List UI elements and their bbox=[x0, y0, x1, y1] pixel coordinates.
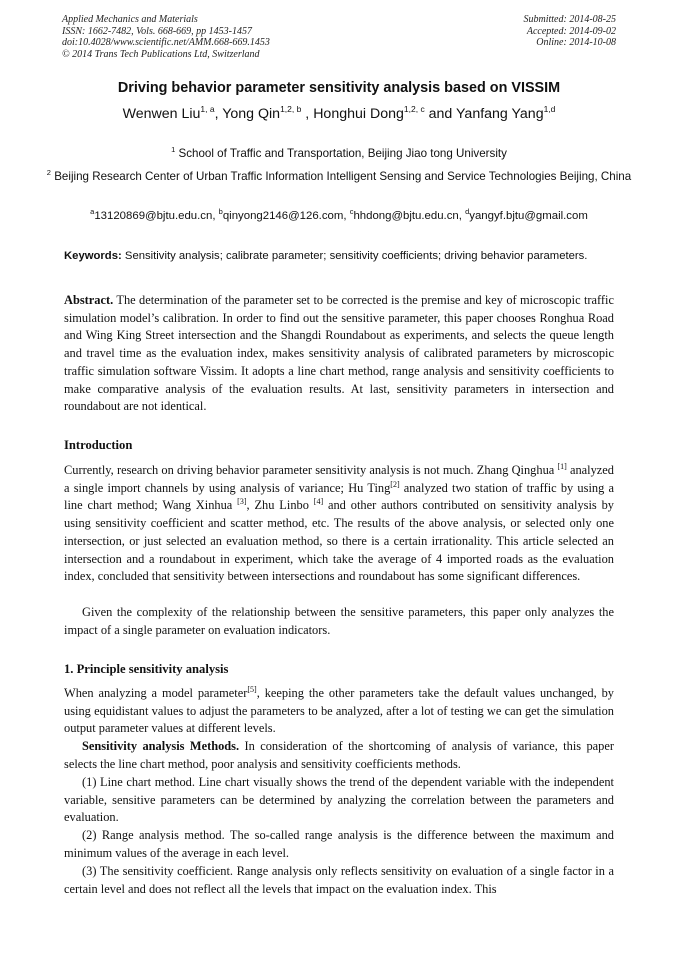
issn: ISSN: 1662-7482, Vols. 668-669, pp 1453-1457 bbox=[62, 25, 252, 37]
paragraph-text: , keeping the other parameters take the default values unchanged, by using equidistant values to adjust the parameters to be analyzed, after a lot of testing we can get the simulation output parameter values at different levels. bbox=[64, 686, 615, 736]
citation-ref[interactable]: [2] bbox=[390, 479, 400, 489]
paragraph-text: and other authors contributed on sensitivity analysis by using sensitivity coefficient and scatter method, etc. The results of the above analysis, or selected only one intersection, or just selected an evaluation method, so there is a certain irrationality. This article selected an intersection and a roundabout in experiment, which take the average of 4 imported roads as the evaluation index, concluded that sensitivity between intersections and roundabout has some significant differences. bbox=[64, 498, 614, 584]
author-name: Wenwen Liu bbox=[122, 106, 201, 122]
abstract-text: The determination of the parameter set to be corrected is the premise and key of microscopic traffic simulation model’s calibration. In order to find out the sensitive parameter, this paper chooses Ronghua Road and Wing King Street intersection and the Shangdi Roundabout as experiments, and selects the queue length and travel time as the evaluation index, makes sensitivity analysis of calibrated parameters by microscopic traffic simulation software Vissim. It adopts a line chart method, range analysis and sensitivity coefficients to make comparative analysis of the evaluation results. At last, sensitivity parameters in intersection and roundabout are not identical. bbox=[64, 293, 614, 414]
author-separator: , bbox=[301, 106, 314, 122]
abstract bbox=[64, 292, 614, 416]
introduction-heading: Introduction bbox=[64, 438, 133, 452]
author-affiliation-mark: 1,d bbox=[543, 104, 556, 114]
email-list bbox=[40, 207, 638, 222]
subsection-label: Sensitivity analysis Methods. bbox=[82, 739, 240, 753]
email-mark: c bbox=[349, 207, 354, 216]
journal-name: Applied Mechanics and Materials bbox=[62, 14, 198, 25]
email-separator: , bbox=[458, 210, 466, 222]
author-separator: and bbox=[424, 106, 457, 122]
introduction-paragraph bbox=[64, 462, 614, 586]
author-name: Yong Qin bbox=[222, 106, 281, 122]
submitted-date: Submitted: 2014-08-25 bbox=[523, 14, 616, 25]
section-paragraph bbox=[64, 685, 614, 738]
email-address[interactable]: qinyong2146@126.com bbox=[222, 210, 344, 222]
online-date: Online: 2014-10-08 bbox=[536, 37, 616, 48]
email-mark: d bbox=[465, 207, 470, 216]
doi: doi:10.4028/www.scientific.net/AMM.668-669.1453 bbox=[62, 37, 270, 48]
author-name: Honghui Dong bbox=[313, 106, 404, 122]
paragraph-text: analyzed a single import channels by using analysis of variance; Hu Ting bbox=[64, 463, 614, 495]
author-affiliation-mark: 1, a bbox=[200, 104, 215, 114]
affiliation bbox=[40, 168, 638, 185]
affiliation-mark: 2 bbox=[46, 168, 51, 177]
author-list bbox=[20, 106, 658, 122]
accepted-date: Accepted: 2014-09-02 bbox=[526, 25, 616, 37]
paper-title: Driving behavior parameter sensitivity analysis based on VISSIM bbox=[117, 80, 561, 96]
email-mark: a bbox=[90, 207, 95, 216]
keywords bbox=[64, 248, 614, 266]
author-affiliation-mark: 1,2, b bbox=[280, 104, 302, 114]
author-affiliation-mark: 1,2, c bbox=[403, 104, 425, 114]
dates-header bbox=[524, 14, 617, 49]
paragraph-text: , Zhu Linbo bbox=[246, 498, 314, 513]
method-line-chart: (1) Line chart method. Line chart visually shows the trend of the dependent variable with the independent variable, sensitive parameters can be determined by analyzing the correlation between the parameters and evaluation. bbox=[64, 775, 614, 825]
affiliation-mark: 1 bbox=[171, 145, 176, 154]
affiliation bbox=[40, 145, 638, 162]
keywords-text: Sensitivity analysis; calibrate parameter; sensitivity coefficients; driving behavior parameters. bbox=[121, 250, 588, 262]
email-separator: , bbox=[343, 210, 350, 222]
author-separator: , bbox=[214, 106, 223, 122]
affiliation-text: School of Traffic and Transportation, Beijing Jiao tong University bbox=[178, 147, 507, 160]
method-sensitivity-coefficient: (3) The sensitivity coefficient. Range analysis only reflects sensitivity on evaluation of a single factor in a certain level and does not reflect all the levels that impact on the evaluation index. This bbox=[64, 864, 614, 896]
citation-ref[interactable]: [1] bbox=[557, 462, 567, 471]
abstract-label: Abstract. bbox=[64, 293, 114, 307]
paragraph-text: In consideration of the shortcoming of analysis of variance, this paper selects the line chart method, poor analysis and sensitivity coefficients methods. bbox=[64, 739, 615, 771]
citation-ref[interactable]: [3] bbox=[237, 497, 247, 507]
section-paragraph bbox=[64, 738, 614, 773]
paragraph-text: When analyzing a model parameter bbox=[64, 686, 248, 700]
author-name: Yanfang Yang bbox=[456, 106, 544, 122]
email-address[interactable]: yangyf.bjtu@gmail.com bbox=[469, 210, 588, 222]
email-address[interactable]: 13120869@bjtu.edu.cn bbox=[94, 210, 213, 222]
method-range-analysis: (2) Range analysis method. The so-called range analysis is the difference between the maximum and minimum values of the average in each level. bbox=[64, 828, 614, 860]
introduction-paragraph: Given the complexity of the relationship between the sensitive parameters, this paper only analyzes the impact of a single parameter on evaluation indicators. bbox=[64, 605, 614, 637]
copyright: © 2014 Trans Tech Publications Ltd, Switzerland bbox=[62, 48, 260, 60]
affiliation-text: Beijing Research Center of Urban Traffic Information Intelligent Sensing and Service Technologies Beijing, China bbox=[54, 170, 632, 183]
keywords-label: Keywords: bbox=[64, 250, 122, 262]
email-address[interactable]: hhdong@bjtu.edu.cn bbox=[353, 210, 459, 222]
citation-ref[interactable]: [5] bbox=[247, 685, 257, 694]
email-mark: b bbox=[218, 207, 223, 216]
email-separator: , bbox=[212, 210, 219, 222]
paragraph-text: analyzed two station of traffic by using a line chart method; Wang Xinhua bbox=[64, 480, 614, 513]
journal-header bbox=[62, 14, 270, 60]
section-heading: 1. Principle sensitivity analysis bbox=[64, 662, 229, 676]
citation-ref[interactable]: [4] bbox=[313, 497, 324, 507]
paragraph-text: Currently, research on driving behavior parameter sensitivity analysis is not much. Zhang Qinghua bbox=[64, 463, 558, 477]
